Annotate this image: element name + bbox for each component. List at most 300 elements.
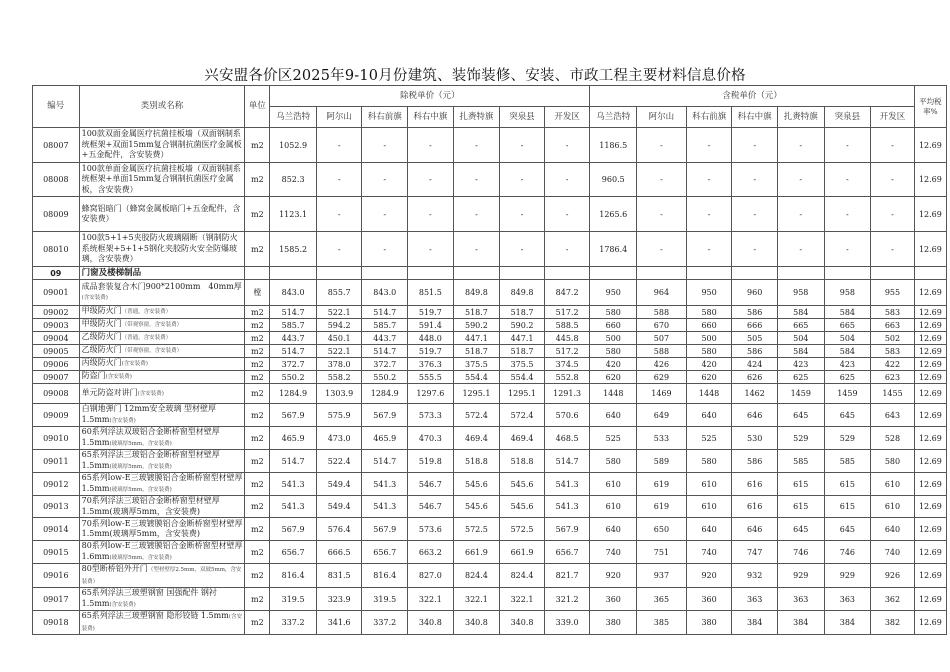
pretax-price: -: [362, 232, 408, 267]
taxed-price: 1459: [824, 384, 871, 404]
taxed-price: 426: [637, 358, 687, 371]
pretax-price: 1303.9: [316, 384, 362, 404]
tax-rate: 12.69: [914, 588, 946, 611]
pretax-price: 541.3: [362, 496, 408, 518]
taxed-price: 525: [686, 427, 732, 450]
taxed-price: 645: [777, 404, 824, 427]
pretax-price: 656.7: [270, 541, 317, 564]
tax-rate: 12.69: [914, 541, 946, 564]
taxed-price: 525: [590, 427, 637, 450]
item-unit: m2: [245, 371, 270, 384]
taxed-price: 746: [824, 541, 871, 564]
taxed-price: 502: [871, 332, 915, 345]
pretax-price: 339.0: [544, 611, 590, 635]
pretax-price: 514.7: [270, 450, 317, 473]
taxed-price: 660: [590, 319, 637, 332]
item-name: [79, 371, 245, 384]
taxed-price: 740: [871, 541, 915, 564]
table-row: [33, 280, 947, 306]
pretax-price: 376.3: [408, 358, 454, 371]
header-region-pretax-1: 阿尔山: [316, 107, 362, 128]
taxed-price: 420: [590, 358, 637, 371]
item-name-text: 乙级防火门: [81, 332, 122, 342]
taxed-price: 646: [732, 518, 778, 541]
pretax-price: -: [544, 232, 590, 267]
taxed-price: -: [732, 197, 778, 232]
taxed-price: 616: [732, 473, 778, 496]
taxed-price: 1448: [590, 384, 637, 404]
item-unit: m2: [245, 541, 270, 564]
taxed-price: 932: [732, 564, 778, 588]
item-unit: m2: [245, 197, 270, 232]
pretax-price: 375.5: [500, 358, 545, 371]
pretax-price: 847.2: [544, 280, 590, 306]
tax-rate: 12.69: [914, 427, 946, 450]
item-name-text: 80系列low-E三玻镀膜铝合金断桥窗型材壁厚1.6mm: [81, 541, 243, 561]
tax-rate: 12.69: [914, 345, 946, 358]
taxed-price: 625: [777, 371, 824, 384]
taxed-price: 580: [686, 306, 732, 319]
taxed-price: 1462: [732, 384, 778, 404]
taxed-price: 650: [637, 518, 687, 541]
tax-rate: 12.69: [914, 232, 946, 267]
pretax-price: 450.1: [316, 332, 362, 345]
item-name-text: 100款5+1+5夹胶防火玻璃隔断（钢制防火系统框架+5+1+5钢化夹胶防火安全防爆玻璃，含安装费）: [81, 233, 238, 264]
pretax-price: 378.0: [316, 358, 362, 371]
taxed-price: 920: [590, 564, 637, 588]
empty-cell: [686, 267, 732, 280]
table-row: [33, 496, 947, 518]
empty-cell: [270, 267, 317, 280]
pretax-price: 323.9: [316, 588, 362, 611]
pretax-price: 541.3: [544, 473, 590, 496]
pretax-price: 514.7: [270, 306, 317, 319]
table-row: [33, 404, 947, 427]
pretax-price: 661.9: [500, 541, 545, 564]
taxed-price: 528: [871, 427, 915, 450]
pretax-price: 322.1: [453, 588, 500, 611]
header-code: 编号: [33, 86, 80, 128]
pretax-price: -: [544, 197, 590, 232]
item-code: 09002: [33, 306, 80, 319]
taxed-price: 589: [637, 450, 687, 473]
taxed-price: 645: [777, 518, 824, 541]
taxed-price: 740: [590, 541, 637, 564]
pretax-price: 519.7: [408, 345, 454, 358]
taxed-price: 640: [590, 404, 637, 427]
pretax-price: 1291.3: [544, 384, 590, 404]
item-name-note: (玻璃厚5mm，含安装费): [109, 554, 172, 561]
table-row: [33, 427, 947, 450]
item-unit: 樘: [245, 280, 270, 306]
taxed-price: 746: [777, 541, 824, 564]
table-row: [33, 518, 947, 541]
taxed-price: 616: [732, 496, 778, 518]
item-name: [79, 345, 245, 358]
item-code: 08010: [33, 232, 80, 267]
taxed-price: 500: [590, 332, 637, 345]
taxed-price: 958: [824, 280, 871, 306]
pretax-price: 340.8: [500, 611, 545, 635]
pretax-price: 447.1: [453, 332, 500, 345]
item-name-text: 65系列浮法三玻塑钢窗 隐形铰链 1.5mm: [81, 611, 229, 620]
table-row: [33, 450, 947, 473]
pretax-price: 550.2: [270, 371, 317, 384]
taxed-price: 625: [824, 371, 871, 384]
taxed-price: 360: [686, 588, 732, 611]
empty-cell: [637, 267, 687, 280]
pretax-price: 541.3: [270, 473, 317, 496]
taxed-price: 422: [871, 358, 915, 371]
taxed-price: 586: [732, 306, 778, 319]
pretax-price: 541.3: [544, 496, 590, 518]
item-name-text: 乙级防火门: [81, 345, 122, 355]
item-name-note: （带观察窗，含安装费）: [121, 322, 183, 329]
pretax-price: 816.4: [362, 564, 408, 588]
taxed-price: 640: [871, 518, 915, 541]
item-unit: m2: [245, 564, 270, 588]
pretax-price: 322.1: [500, 588, 545, 611]
tax-rate: 12.69: [914, 358, 946, 371]
item-name-text: 防盗门: [81, 371, 106, 381]
item-name-text: 成品套装复合木门900*2100mm 40mm厚: [81, 281, 242, 291]
item-code: 08008: [33, 163, 80, 197]
pretax-price: -: [500, 163, 545, 197]
taxed-price: 960.5: [590, 163, 637, 197]
header-unit: 单位: [245, 86, 270, 128]
header-name: 类别或名称: [79, 86, 245, 128]
pretax-price: -: [316, 128, 362, 163]
item-name: [79, 564, 245, 588]
pretax-price: 545.6: [500, 473, 545, 496]
taxed-price: 626: [732, 371, 778, 384]
taxed-price: 384: [824, 611, 871, 635]
item-name-text: 单元防盗对讲门: [81, 387, 138, 397]
item-unit: m2: [245, 611, 270, 635]
taxed-price: 586: [732, 345, 778, 358]
tax-rate: 12.69: [914, 564, 946, 588]
item-name: [79, 128, 245, 163]
item-name: [79, 541, 245, 564]
pretax-price: 443.7: [362, 332, 408, 345]
item-name: [79, 384, 245, 404]
item-name-note: (含安装费): [109, 601, 136, 608]
pretax-price: 375.5: [453, 358, 500, 371]
taxed-price: 610: [590, 473, 637, 496]
table-row: [33, 319, 947, 332]
item-name-text: 70系列浮法三玻铝合金断桥窗型材壁厚1.5mm(玻璃厚5mm，含安装费): [81, 496, 220, 516]
pretax-price: 546.7: [408, 496, 454, 518]
item-name-text: 65系列low-E三玻镀膜铝合金断桥窗型材壁厚1.5mm: [81, 473, 243, 493]
item-name: [79, 427, 245, 450]
pretax-price: 321.2: [544, 588, 590, 611]
taxed-price: 665: [777, 319, 824, 332]
taxed-price: 385: [637, 611, 687, 635]
item-name-note: （普通，含安装费）: [121, 335, 172, 342]
pretax-price: 554.4: [500, 371, 545, 384]
pretax-price: 590.2: [453, 319, 500, 332]
pretax-price: 821.7: [544, 564, 590, 588]
taxed-price: -: [637, 232, 687, 267]
item-name: [79, 518, 245, 541]
pretax-price: 824.4: [453, 564, 500, 588]
taxed-price: 380: [590, 611, 637, 635]
pretax-price: 465.9: [270, 427, 317, 450]
item-name: [79, 450, 245, 473]
pretax-price: 558.2: [316, 371, 362, 384]
pretax-price: -: [316, 197, 362, 232]
pretax-price: 319.5: [362, 588, 408, 611]
taxed-price: 960: [732, 280, 778, 306]
tax-rate: 12.69: [914, 384, 946, 404]
taxed-price: 586: [732, 450, 778, 473]
pretax-price: 1284.9: [362, 384, 408, 404]
item-name: [79, 232, 245, 267]
item-name-note: (玻璃厚5mm，含安装费): [109, 486, 172, 493]
taxed-price: 585: [777, 450, 824, 473]
item-code: 09016: [33, 564, 80, 588]
taxed-price: 384: [777, 611, 824, 635]
pretax-price: 555.5: [408, 371, 454, 384]
pretax-price: -: [453, 128, 500, 163]
pretax-price: -: [362, 163, 408, 197]
item-name-text: 80型断桥铝外开门: [81, 564, 148, 573]
item-name-text: 蜂窝铝暗门（蜂窝金属板暗门+五金配件，含安装费）: [81, 203, 241, 223]
pretax-price: 545.6: [453, 473, 500, 496]
item-unit: m2: [245, 518, 270, 541]
taxed-price: 424: [732, 358, 778, 371]
pretax-price: 827.0: [408, 564, 454, 588]
pretax-price: 663.2: [408, 541, 454, 564]
table-row: [33, 358, 947, 371]
item-code: 09017: [33, 588, 80, 611]
pretax-price: 518.8: [453, 450, 500, 473]
item-unit: m2: [245, 128, 270, 163]
taxed-price: -: [824, 197, 871, 232]
pretax-price: 1295.1: [500, 384, 545, 404]
item-unit: m2: [245, 473, 270, 496]
taxed-price: 380: [686, 611, 732, 635]
taxed-price: 1265.6: [590, 197, 637, 232]
item-code: 09013: [33, 496, 80, 518]
item-code: 09012: [33, 473, 80, 496]
pretax-price: 572.5: [500, 518, 545, 541]
header-region-taxed-5: 突泉县: [824, 107, 871, 128]
item-unit: m2: [245, 588, 270, 611]
pretax-price: 1295.1: [453, 384, 500, 404]
empty-cell: [777, 267, 824, 280]
item-name-note: (玻璃厚5mm，含安装费): [109, 440, 172, 447]
taxed-price: 640: [686, 404, 732, 427]
pretax-price: 666.5: [316, 541, 362, 564]
empty-cell: [453, 267, 500, 280]
taxed-price: 629: [637, 371, 687, 384]
taxed-price: 584: [824, 345, 871, 358]
pretax-price: 465.9: [362, 427, 408, 450]
header-region-taxed-6: 开发区: [871, 107, 915, 128]
taxed-price: -: [777, 232, 824, 267]
pretax-price: 372.7: [362, 358, 408, 371]
taxed-price: 615: [777, 473, 824, 496]
taxed-price: 363: [777, 588, 824, 611]
table-row: [33, 306, 947, 319]
taxed-price: 580: [590, 306, 637, 319]
taxed-price: 580: [590, 450, 637, 473]
header-region-pretax-3: 科右中旗: [408, 107, 454, 128]
taxed-price: -: [824, 232, 871, 267]
pretax-price: 545.6: [453, 496, 500, 518]
table-row: [33, 384, 947, 404]
taxed-price: -: [777, 197, 824, 232]
pretax-price: 337.2: [362, 611, 408, 635]
pretax-price: 518.8: [500, 450, 545, 473]
pretax-price: 1585.2: [270, 232, 317, 267]
taxed-price: 580: [590, 345, 637, 358]
taxed-price: -: [686, 128, 732, 163]
item-code: 09006: [33, 358, 80, 371]
taxed-price: 363: [732, 588, 778, 611]
pretax-price: 319.5: [270, 588, 317, 611]
taxed-price: 929: [777, 564, 824, 588]
item-name: [79, 496, 245, 518]
pretax-price: 572.4: [453, 404, 500, 427]
taxed-price: 583: [871, 345, 915, 358]
table-row: [33, 163, 947, 197]
item-code: 09004: [33, 332, 80, 345]
taxed-price: 645: [824, 404, 871, 427]
taxed-price: 580: [686, 450, 732, 473]
item-name: [79, 197, 245, 232]
item-name-text: 65系列浮法三玻铝合金断桥窗型材壁厚1.5mm: [81, 450, 220, 470]
tax-rate: 12.69: [914, 319, 946, 332]
taxed-price: 588: [637, 306, 687, 319]
empty-cell: [316, 267, 362, 280]
pretax-price: 549.4: [316, 473, 362, 496]
empty-cell: [500, 267, 545, 280]
pretax-price: 585.7: [362, 319, 408, 332]
empty-cell: [245, 267, 270, 280]
taxed-price: 585: [824, 450, 871, 473]
pretax-price: 656.7: [544, 541, 590, 564]
item-name: [79, 588, 245, 611]
item-unit: m2: [245, 384, 270, 404]
item-code: 09018: [33, 611, 80, 635]
pretax-price: 372.7: [270, 358, 317, 371]
pretax-price: 340.8: [453, 611, 500, 635]
item-code: 09003: [33, 319, 80, 332]
pretax-price: 469.4: [500, 427, 545, 450]
taxed-price: 666: [732, 319, 778, 332]
item-name: [79, 473, 245, 496]
header-region-taxed-3: 科右中旗: [732, 107, 778, 128]
header-region-pretax-4: 扎赉特旗: [453, 107, 500, 128]
pretax-price: -: [500, 197, 545, 232]
item-name-text: 70系列low-E三玻镀膜铝合金断桥窗型材壁厚1.5mm(玻璃厚5mm，含安装费): [81, 518, 243, 538]
pretax-price: 824.4: [500, 564, 545, 588]
item-name-text: 丙级防火门: [81, 358, 122, 368]
item-name-note: (含安装费): [137, 390, 164, 397]
taxed-price: 645: [824, 518, 871, 541]
taxed-price: 1448: [686, 384, 732, 404]
table-row: [33, 541, 947, 564]
pretax-price: 447.1: [500, 332, 545, 345]
taxed-price: 665: [824, 319, 871, 332]
pretax-price: 594.2: [316, 319, 362, 332]
taxed-price: -: [871, 232, 915, 267]
item-unit: m2: [245, 358, 270, 371]
item-name-text: 甲级防火门: [81, 319, 122, 329]
pretax-price: -: [544, 163, 590, 197]
pretax-price: -: [544, 128, 590, 163]
pretax-price: 554.4: [453, 371, 500, 384]
pretax-price: 1284.9: [270, 384, 317, 404]
taxed-price: 610: [686, 473, 732, 496]
taxed-price: 530: [732, 427, 778, 450]
pretax-price: 576.4: [316, 518, 362, 541]
item-name: [79, 332, 245, 345]
empty-cell: [544, 267, 590, 280]
taxed-price: -: [871, 197, 915, 232]
taxed-price: 950: [686, 280, 732, 306]
taxed-price: 365: [637, 588, 687, 611]
item-name-text: 白钢地弹门 12mm安全玻璃 型材壁厚1.5mm: [81, 404, 217, 424]
pretax-price: 522.4: [316, 450, 362, 473]
pretax-price: 341.6: [316, 611, 362, 635]
tax-rate: 12.69: [914, 473, 946, 496]
empty-cell: [408, 267, 454, 280]
pretax-price: 855.7: [316, 280, 362, 306]
pretax-price: 567.9: [270, 404, 317, 427]
taxed-price: 1459: [777, 384, 824, 404]
pretax-price: 843.0: [362, 280, 408, 306]
header-region-pretax-0: 乌兰浩特: [270, 107, 317, 128]
header-pretax-group: 除税单价（元）: [270, 86, 590, 107]
item-unit: m2: [245, 427, 270, 450]
taxed-price: 610: [686, 496, 732, 518]
pretax-price: 852.3: [270, 163, 317, 197]
table-row: [33, 588, 947, 611]
pretax-price: -: [500, 232, 545, 267]
taxed-price: 964: [637, 280, 687, 306]
pretax-price: 567.9: [270, 518, 317, 541]
item-code: 08009: [33, 197, 80, 232]
taxed-price: 615: [777, 496, 824, 518]
item-name-note: (含安装费): [121, 361, 148, 368]
item-name-note: (含安装费): [81, 614, 242, 632]
table-row: [33, 232, 947, 267]
pretax-price: 552.8: [544, 371, 590, 384]
tax-rate: 12.69: [914, 496, 946, 518]
pretax-price: -: [408, 128, 454, 163]
pretax-price: 514.7: [362, 306, 408, 319]
empty-cell: [914, 267, 946, 280]
pretax-price: 546.7: [408, 473, 454, 496]
taxed-price: 362: [871, 588, 915, 611]
tax-rate: 12.69: [914, 197, 946, 232]
taxed-price: 926: [871, 564, 915, 588]
pretax-price: 575.9: [316, 404, 362, 427]
item-code: 08007: [33, 128, 80, 163]
item-code: 09015: [33, 541, 80, 564]
pretax-price: 849.8: [453, 280, 500, 306]
item-code: 09007: [33, 371, 80, 384]
item-name: [79, 358, 245, 371]
taxed-price: 360: [590, 588, 637, 611]
empty-cell: [871, 267, 915, 280]
taxed-price: 619: [637, 473, 687, 496]
pretax-price: 518.7: [500, 306, 545, 319]
item-name: [79, 280, 245, 306]
